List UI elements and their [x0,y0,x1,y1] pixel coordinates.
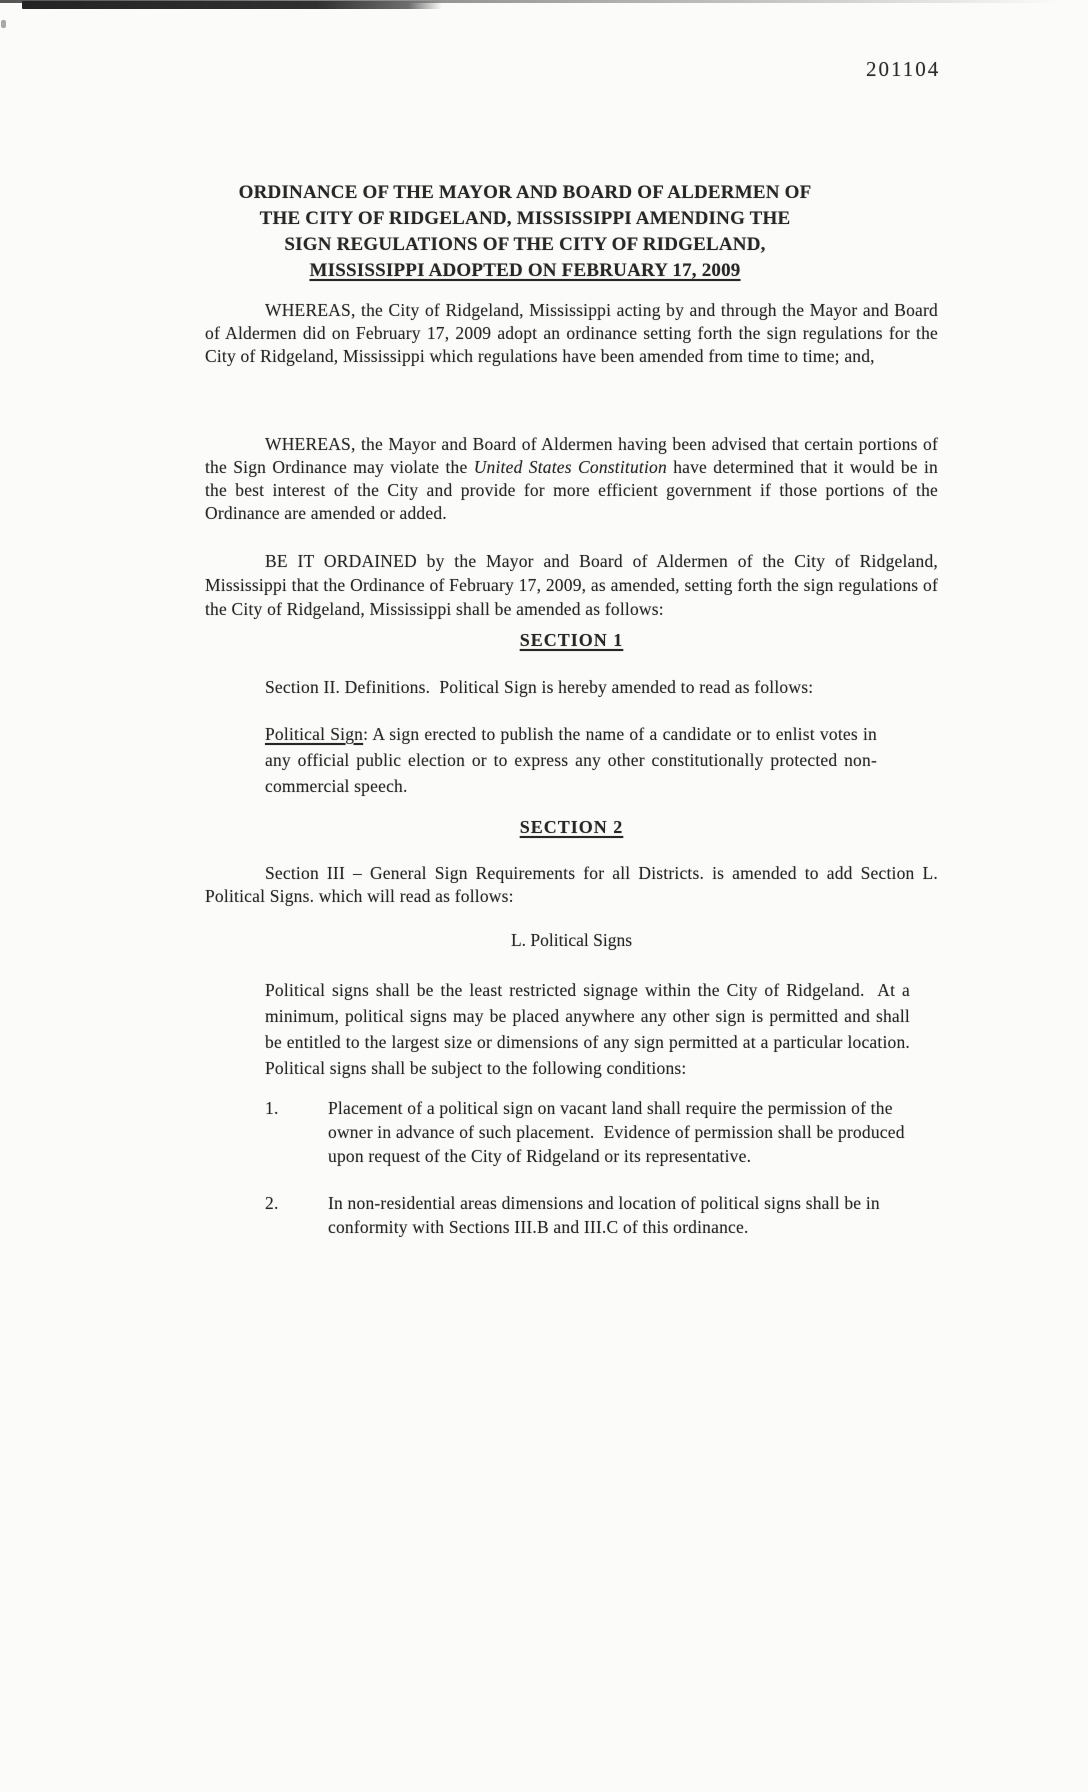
definition-term-underlined: Political Sign [265,724,364,744]
whereas-2-text-post: have determined that it would be in the best interest of the City and provide for more efficient government if those portions of the Ordinance are amended or added. [205,457,943,523]
section-2-heading [205,816,938,838]
page-number-stamp: 201104 [866,57,941,81]
scan-artifact-top-bar [22,1,442,9]
title-line-1: ORDINANCE OF THE MAYOR AND BOARD OF ALDERMEN OF [238,182,812,203]
paragraph-whereas-2 [205,433,943,525]
section-2-intro: Section III – General Sign Requirements for all Districts. is amended to add Section L. Political Signs. which will read as follows: [205,863,943,906]
document-title [205,180,845,284]
section-1-heading-text: SECTION 1 [519,630,624,650]
section-1-intro: Section II. Definitions. Political Sign is hereby amended to read as follows: [265,677,814,697]
political-sign-definition [265,721,882,799]
title-line-3: SIGN REGULATIONS OF THE CITY OF RIDGELAND, [284,234,766,255]
political-signs-paragraph: Political signs shall be the least restricted signage within the City of Ridgeland. At a minimum, political signs may be placed anywhere any other sign is permitted and shall be entitled to the largest size or dimensions of any sign permitted at a particular location. Political signs shall be subject to the following conditions: [265,980,915,1078]
condition-2-number: 2. [265,1193,279,1213]
condition-item-1 [265,1096,935,1168]
paragraph-whereas-1: WHEREAS, the City of Ridgeland, Mississippi acting by and through the Mayor and Board of Aldermen did on February 17, 2009 adopt an ordinance setting forth the sign regulations for the City of Ridgeland, Mississippi which regulations have been amended from time to time; and, [205,300,943,366]
condition-1-text: Placement of a political sign on vacant land shall require the permission of the owner in advance of such placement. Evidence of permission shall be produced upon request of the City of Ridgeland or its representative. [328,1098,910,1166]
whereas-2-text-pre: WHEREAS, the Mayor and Board of Aldermen having been advised that certain portions of the Sign Ordinance may violate the [205,434,943,477]
condition-2-text: In non-residential areas dimensions and location of political signs shall be in conformity with Sections III.B and III.C of this ordinance. [328,1193,885,1237]
scan-artifact-edge-speck [1,20,6,28]
section-1-heading [205,629,938,651]
title-line-4-underlined: MISSISSIPPI ADOPTED ON FEBRUARY 17, 2009 [309,260,741,281]
section-2-heading-text: SECTION 2 [519,817,624,837]
condition-1-number: 1. [265,1098,279,1118]
political-signs-subheading: L. Political Signs [510,930,633,950]
condition-item-2 [265,1191,935,1239]
paragraph-be-it-ordained: BE IT ORDAINED by the Mayor and Board of Aldermen of the City of Ridgeland, Mississippi that the Ordinance of February 17, 2009, as amended, setting forth the sign regulations of the City of Ridgeland, Mississippi shall be amended as follows: [205,551,943,619]
whereas-2-italic-citation: United States Constitution [473,457,667,477]
definition-text: : A sign erected to publish the name of a candidate or to enlist votes in any official public election or to express any other constitutionally protected non-commercial speech. [265,724,882,796]
title-line-2: THE CITY OF RIDGELAND, MISSISSIPPI AMENDING THE [259,208,791,229]
